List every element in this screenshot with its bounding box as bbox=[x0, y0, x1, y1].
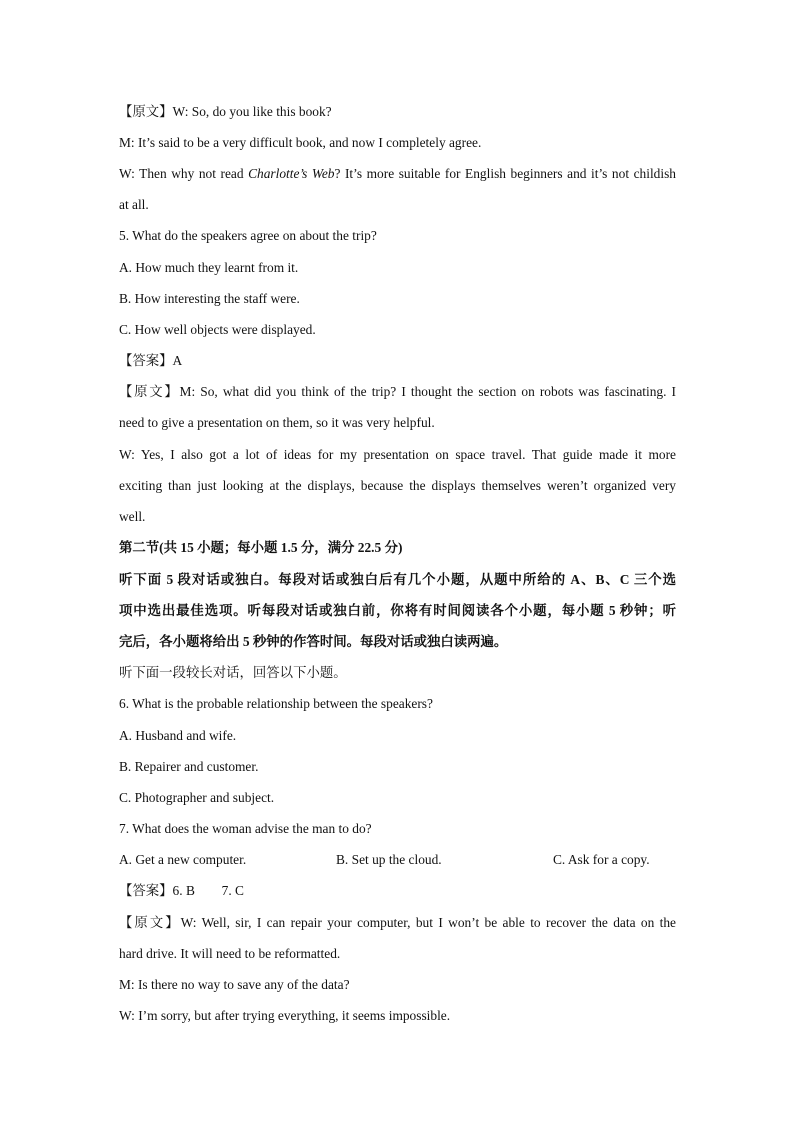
transcript-q5-line-2: need to give a presentation on them, so it was very helpful. bbox=[119, 415, 435, 430]
question-6: 6. What is the probable relationship between the speakers? bbox=[119, 696, 433, 711]
transcript-q4-line-4: at all. bbox=[119, 197, 149, 212]
dialogue-intro: 听下面一段较长对话，回答以下小题。 bbox=[119, 665, 347, 680]
question-7-option-c: C. Ask for a copy. bbox=[553, 852, 650, 867]
answer-5: 【答案】A bbox=[119, 353, 183, 368]
answer-6-7: 【答案】6. B 7. C bbox=[119, 883, 244, 898]
line-text: W: Then why not read bbox=[119, 166, 249, 181]
question-6-option-b: B. Repairer and customer. bbox=[119, 759, 259, 774]
line-text: ? It’s more suitable for English beginners and it’s not childish bbox=[334, 166, 676, 181]
transcript-q4-line-2: M: It’s said to be a very difficult book, and now I completely agree. bbox=[119, 135, 482, 150]
transcript-q5-line-3: W: Yes, I also got a lot of ideas for my presentation on space travel. That guide made it more bbox=[119, 447, 676, 462]
transcript-q4-line-1: 【原文】W: So, do you like this book? bbox=[119, 104, 332, 119]
transcript-q6-line-2: hard drive. It will need to be reformatted. bbox=[119, 946, 341, 961]
question-7: 7. What does the woman advise the man to do? bbox=[119, 821, 372, 836]
question-5-option-b: B. How interesting the staff were. bbox=[119, 291, 300, 306]
instructions-line-1: 听下面 5 段对话或独白。每段对话或独白后有几个小题，从题中所给的 A、B、C 三个选 bbox=[119, 572, 676, 587]
question-7-option-a: A. Get a new computer. bbox=[119, 852, 247, 867]
question-6-option-a: A. Husband and wife. bbox=[119, 728, 237, 743]
question-5: 5. What do the speakers agree on about the trip? bbox=[119, 228, 377, 243]
transcript-q4-line-3 bbox=[119, 164, 676, 184]
transcript-q5-line-5: well. bbox=[119, 509, 146, 524]
question-6-option-c: C. Photographer and subject. bbox=[119, 790, 275, 805]
section-heading: 第二节(共 15 小题；每小题 1.5 分，满分 22.5 分) bbox=[119, 540, 403, 555]
transcript-q6-line-3: M: Is there no way to save any of the data? bbox=[119, 977, 350, 992]
question-5-option-a: A. How much they learnt from it. bbox=[119, 260, 299, 275]
transcript-q5-line-4: exciting than just looking at the displays, because the displays themselves weren’t organized very bbox=[119, 478, 676, 493]
transcript-q6-line-1: 【原文】W: Well, sir, I can repair your computer, but I won’t be able to recover the data on the bbox=[119, 915, 676, 930]
instructions-line-2: 项中选出最佳选项。听每段对话或独白前，你将有时间阅读各个小题，每小题 5 秒钟；听 bbox=[119, 603, 676, 618]
transcript-q6-line-4: W: I’m sorry, but after trying everything, it seems impossible. bbox=[119, 1008, 451, 1023]
question-7-options bbox=[119, 850, 676, 870]
instructions-line-3: 完后，各小题将给出 5 秒钟的作答时间。每段对话或独白读两遍。 bbox=[119, 634, 508, 649]
transcript-q5-line-1: 【原文】M: So, what did you think of the trip? I thought the section on robots was fascinating. I bbox=[119, 384, 676, 399]
question-5-option-c: C. How well objects were displayed. bbox=[119, 322, 316, 337]
book-title: Charlotte’s Web bbox=[248, 166, 335, 181]
question-7-option-b: B. Set up the cloud. bbox=[336, 852, 442, 867]
